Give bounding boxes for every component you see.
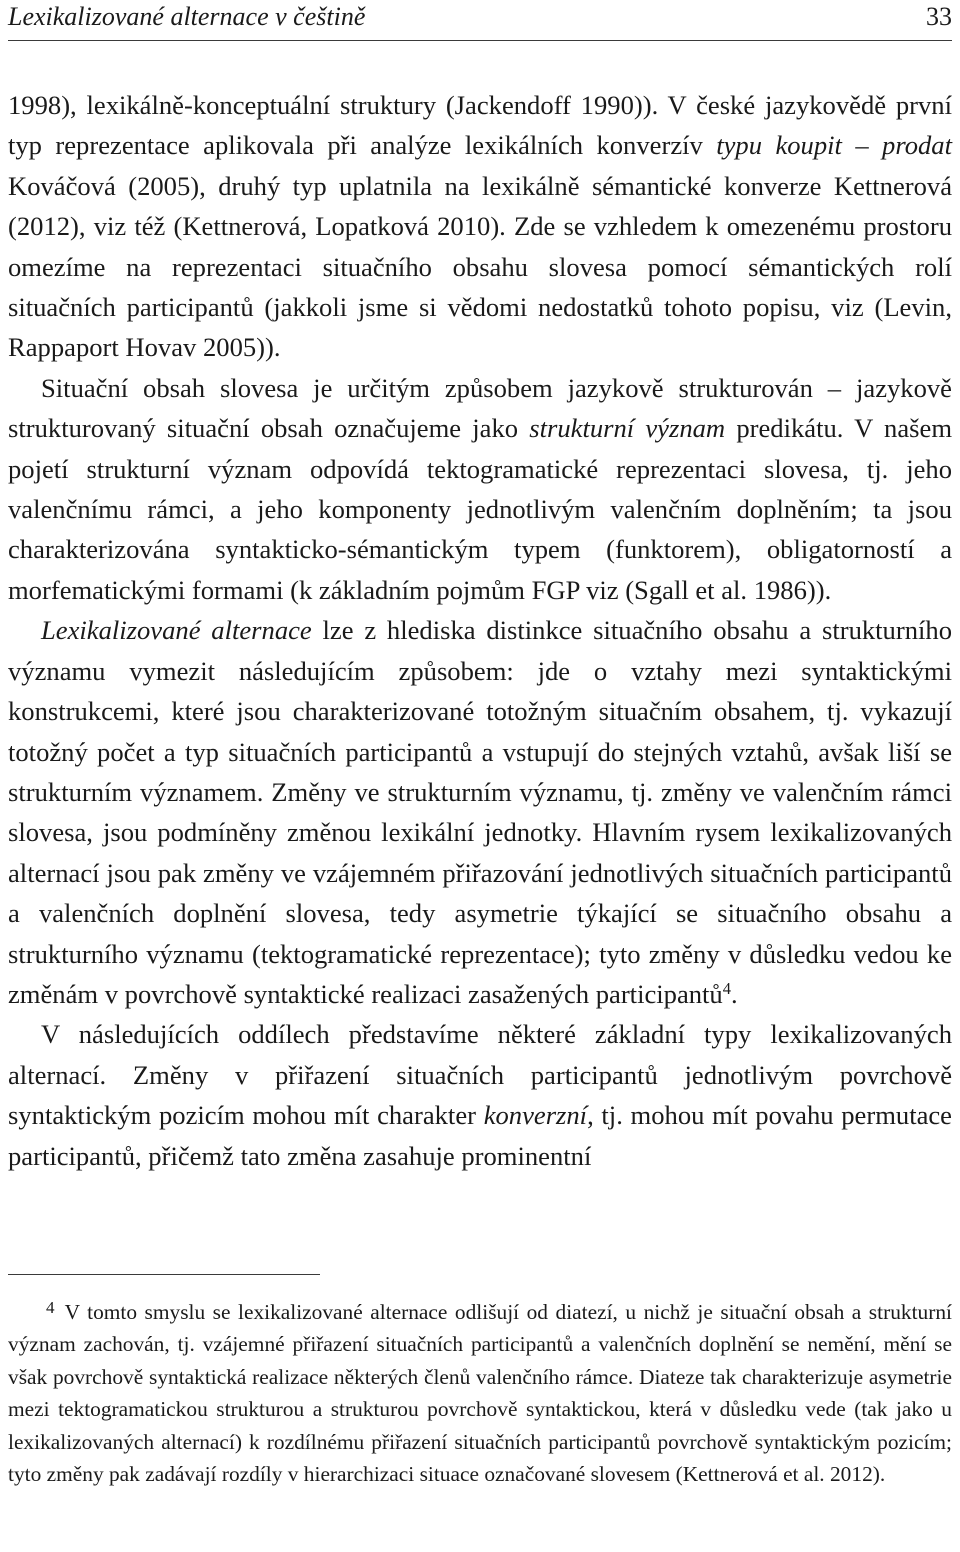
text-segment: Kováčová (2005), druhý typ uplatnila na lexikálně sémantické konverze Kettnerová (2012), viz též (Kettnerová, Lopatková 2010). Zde se vzhledem k omezenému prostoru omezíme na reprezentaci situačního obsahu slovesa pomocí sémantických rolí situačních participantů (jakkoli jsme si vědomi nedostatků tohoto popisu, viz (Levin, Rappaport Hovav 2005)). (8, 170, 952, 363)
text-segment: predikátu. V našem pojetí strukturní význam odpovídá tektogramatické reprezentaci slovesa, tj. jeho valenčnímu rámci, a jeho komponenty jednotlivým valenčním doplněním; ta jsou charakterizována syntakticko-sémantickým typem (funktorem), obligatorností a morfematickými formami (k základním pojmům FGP viz (Sgall et al. 1986)). (8, 413, 953, 605)
text-segment: V následujících oddílech představíme některé základní typy lexikalizovaných alternací. Změny v přiřazení situačních participantů jednotlivým povrchově syntaktickým pozicím mohou mít charakter (8, 1019, 952, 1131)
text-segment: lze z hlediska distinkce situačního obsahu a strukturního významu vymezit následujícím způsobem: jde o vztahy mezi syntaktickými konstrukcemi, které jsou charakterizované totožným situačním obsahem, tj. vykazují totožný počet a typ situačních participantů a vstupují do stejných vztahů, avšak liší se strukturním významem. Změny ve strukturním významu, tj. změny ve valenčním rámci slovesa, jsou podmíněny změnou lexikální jednotky. Hlavním rysem lexikalizovaných alternací jsou pak změny ve vzájemném přiřazování jednotlivých situačních participantů a valenčních doplnění slovesa, tedy asymetrie týkající se situačního obsahu a strukturního významu (tektogramatické reprezentace); tyto změny v důsledku vedou ke změnám v povrchově syntaktické realizaci zasažených participantů (8, 615, 952, 1009)
paragraph (8, 368, 952, 610)
text-segment: , tj. mohou mít povahu permutace participantů, přičemž tato změna zasahuje prominentní (8, 1100, 952, 1171)
main-text (8, 85, 952, 1176)
running-head (8, 0, 952, 41)
italic-term: strukturní význam (529, 413, 726, 444)
page-number: 33 (926, 2, 952, 31)
running-head-title: Lexikalizované alternace v češtině (8, 2, 366, 31)
italic-term: konverzní (483, 1100, 588, 1131)
footnote (8, 1296, 952, 1490)
text-segment: 1998), lexikálně-konceptuální struktury (Jackendoff 1990)). V české jazykovědě první typ reprezentace aplikovala při analýze lexikálních konverzív (8, 90, 952, 161)
footnote-separator (8, 1274, 320, 1275)
footnote-text: V tomto smyslu se lexikalizované alternace odlišují od diatezí, u nichž je situační obsah a strukturní význam zachován, tj. vzájemné přiřazení situačních participantů a valenčních doplnění se nemění, mění se však povrchově syntaktická realizace některých členů valenčního rámce. Diateze tak charakterizuje asymetrie mezi tektogramatickou strukturou a strukturou povrchově syntaktickou, která v důsledku vede (tak jako u lexikalizovaných alternací) k rozdílnému přiřazení situačních participantů povrchově syntaktickým pozicím; tyto změny pak zadávají rozdíly v hierarchizaci situace označované slovesem (Kettnerová et al. 2012). (8, 1300, 952, 1487)
footnote-reference: 4 (722, 978, 731, 998)
italic-term: typu koupit – prodat (716, 130, 952, 161)
paragraph (8, 610, 952, 1014)
text-segment: . (730, 978, 738, 1009)
paragraph (8, 1014, 952, 1176)
text-segment: Situační obsah slovesa je určitým způsobem jazykově strukturován – jazykově strukturovaný situační obsah označujeme jako (8, 372, 952, 444)
footnote-marker: 4 (46, 1298, 55, 1318)
paragraph (8, 85, 952, 368)
italic-term: Lexikalizované alternace (41, 615, 312, 646)
